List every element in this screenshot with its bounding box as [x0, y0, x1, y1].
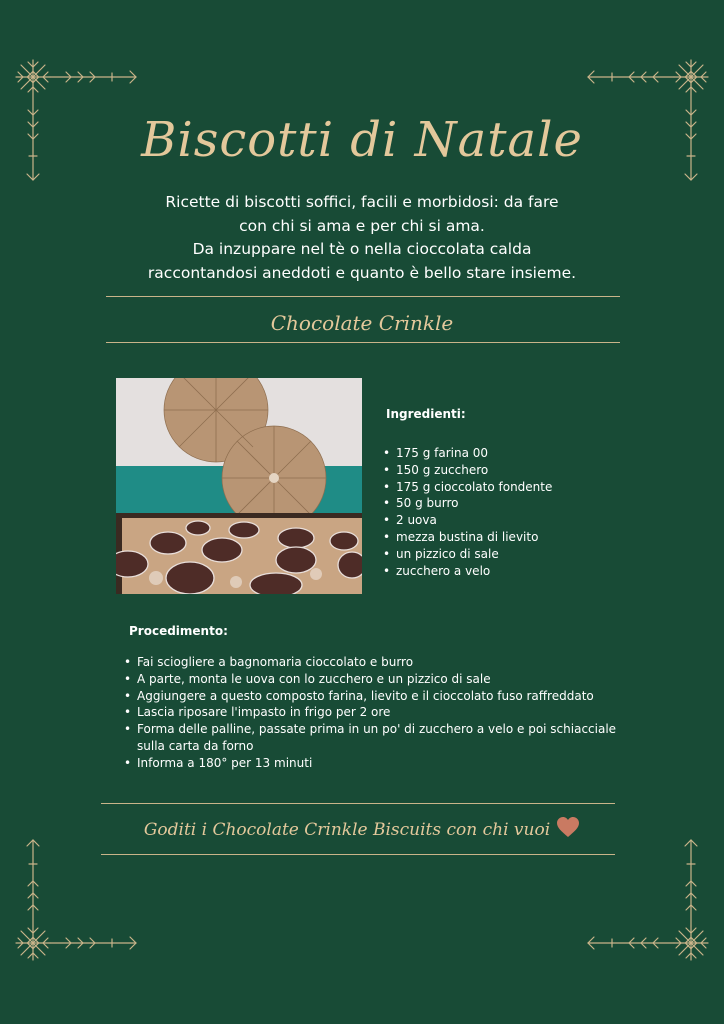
- divider-above-footer: [101, 803, 615, 804]
- procedure-step: • Lascia riposare l'impasto in frigo per 2 ore: [123, 704, 635, 721]
- page-title: Biscotti di Natale: [141, 112, 583, 168]
- corner-ornament-bottom-left: [8, 838, 138, 968]
- intro-line: con chi si ama e per chi si ama.: [239, 216, 485, 235]
- intro-line: raccontandosi aneddoti e quanto è bello stare insieme.: [147, 263, 577, 282]
- snowflake-icon: [674, 926, 708, 960]
- intro-line: Ricette di biscotti soffici, facili e morbidosi: da fare: [165, 193, 559, 211]
- snowflake-icon: [16, 60, 50, 94]
- snowflake-icon: [16, 926, 50, 960]
- footer-message: [0, 816, 724, 840]
- ingredient-item: • un pizzico di sale: [382, 546, 682, 563]
- ingredient-item: • 175 g cioccolato fondente: [382, 479, 682, 496]
- divider-below-recipe-title: [106, 342, 620, 343]
- snowflake-icon: [674, 60, 708, 94]
- ingredient-item: • zucchero a velo: [382, 563, 682, 580]
- ingredients-heading: Ingredienti:: [386, 407, 466, 421]
- ingredient-item: • 2 uova: [382, 512, 682, 529]
- procedure-step: • Forma delle palline, passate prima in un po' di zucchero a velo e poi schiacciale sulla carta da forno: [123, 721, 635, 755]
- divider-top: [106, 296, 620, 297]
- ingredient-item: • 50 g burro: [382, 495, 682, 512]
- procedure-step: • Aggiungere a questo composto farina, lievito e il cioccolato fuso raffreddato: [123, 688, 635, 705]
- heart-icon: [556, 816, 580, 838]
- divider-bottom: [101, 854, 615, 855]
- corner-ornament-bottom-right: [586, 838, 716, 968]
- intro-line: Da inzuppare nel tè o nella cioccolata calda: [192, 240, 532, 258]
- procedure-heading: Procedimento:: [129, 624, 228, 638]
- procedure-step: • A parte, monta le uova con lo zucchero e un pizzico di sale: [123, 671, 635, 688]
- footer-text: Goditi i Chocolate Crinkle Biscuits con chi vuoi: [143, 820, 551, 840]
- procedure-step: • Fai sciogliere a bagnomaria cioccolato e burro: [123, 654, 635, 671]
- procedure-step: • Informa a 180° per 13 minuti: [123, 755, 635, 772]
- ingredient-item: • 175 g farina 00: [382, 445, 682, 462]
- ingredient-item: • mezza bustina di lievito: [382, 529, 682, 546]
- recipe-title: Chocolate Crinkle: [270, 311, 454, 335]
- ingredient-item: • 150 g zucchero: [382, 462, 682, 479]
- intro-text: [112, 191, 612, 285]
- ingredients-list: [382, 445, 682, 579]
- cookies-photo: [116, 378, 362, 594]
- procedure-list: [123, 654, 635, 772]
